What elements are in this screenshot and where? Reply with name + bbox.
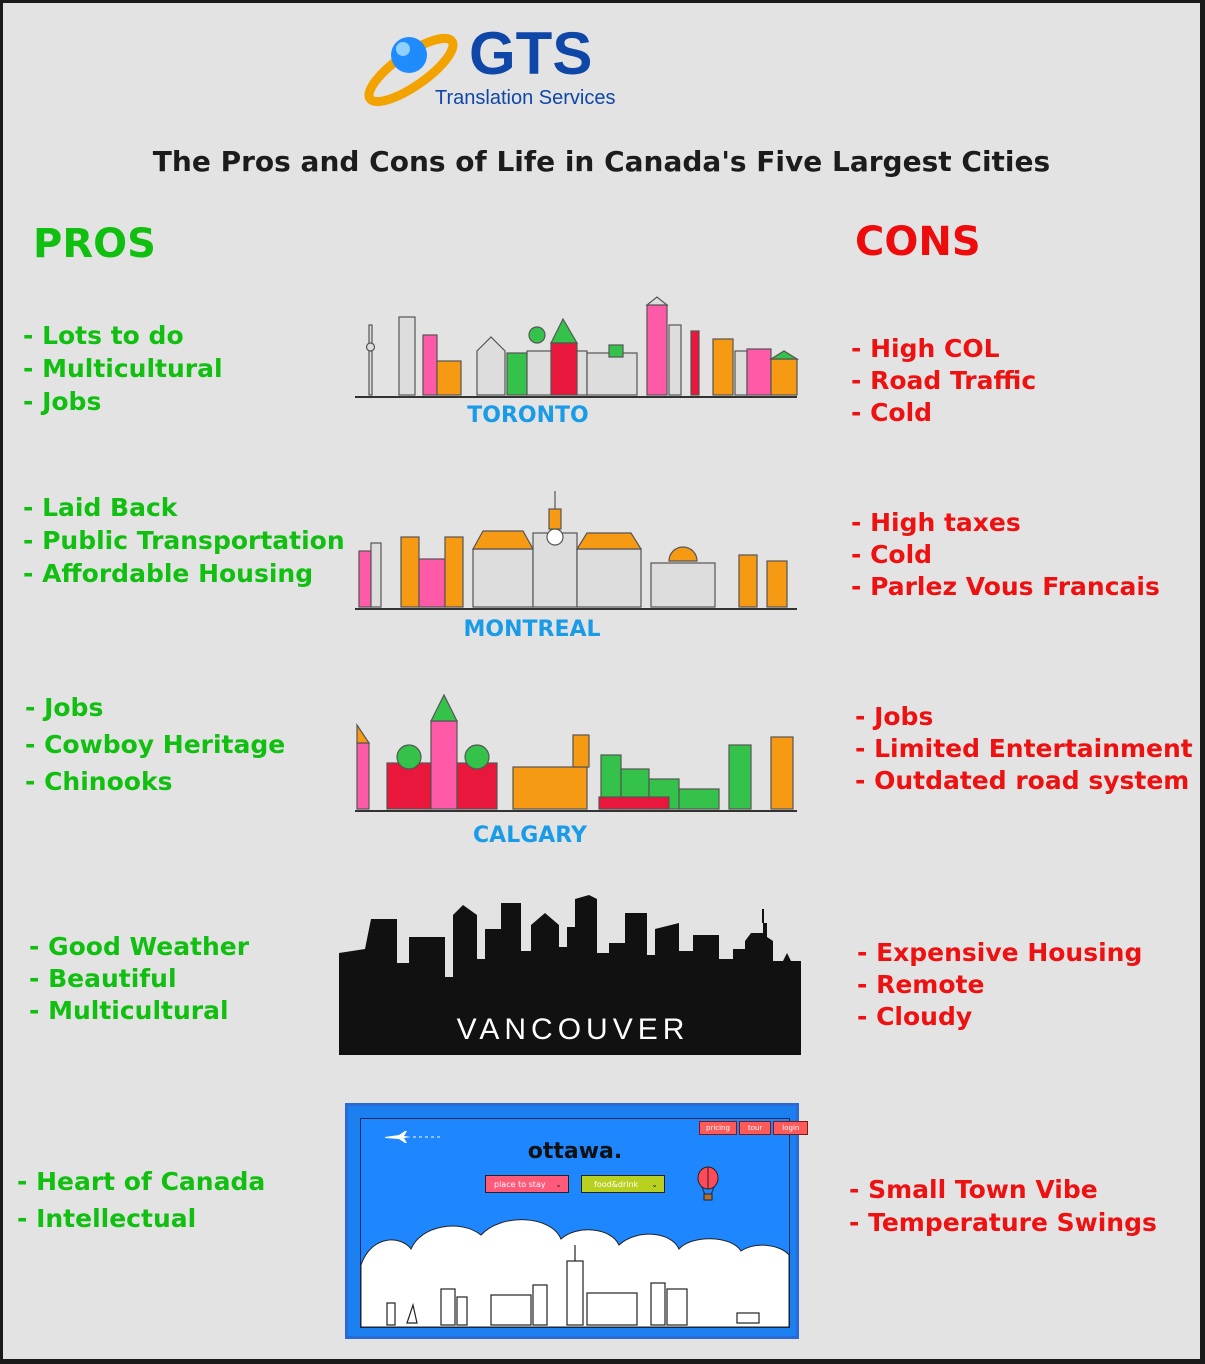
montreal-cons	[851, 507, 1160, 603]
city-label-calgary: CALGARY	[473, 823, 587, 848]
list-item: - Jobs	[25, 693, 104, 722]
place-to-stay-select[interactable]	[485, 1175, 569, 1193]
list-item: - Parlez Vous Francais	[851, 572, 1160, 601]
ottawa-nav	[699, 1121, 808, 1135]
list-item: - Cloudy	[857, 1002, 973, 1031]
montreal-skyline	[351, 487, 801, 611]
calgary-cons	[855, 701, 1193, 797]
toronto-pros	[23, 319, 223, 418]
city-label-montreal: MONTREAL	[463, 617, 601, 642]
list-item: - Laid Back	[23, 493, 178, 522]
logo-tagline: Translation Services	[435, 87, 616, 109]
toronto-skyline	[351, 295, 801, 399]
city-label-toronto: TORONTO	[467, 403, 589, 428]
pros-header: PROS	[33, 221, 156, 267]
list-item: - Expensive Housing	[857, 938, 1143, 967]
ottawa-clouds-skyline	[361, 1205, 789, 1327]
list-item: - Cold	[851, 398, 933, 427]
toronto-cons	[851, 333, 1036, 429]
list-item: - Good Weather	[29, 932, 250, 961]
nav-login[interactable]: login	[773, 1121, 808, 1135]
montreal-pros	[23, 491, 345, 590]
vancouver-cons	[857, 937, 1142, 1033]
calgary-pros	[25, 689, 285, 800]
list-item: - Multicultural	[29, 996, 229, 1025]
chevron-down-icon: ⌄	[651, 1180, 658, 1189]
list-item: - Jobs	[855, 702, 934, 731]
list-item: - Lots to do	[23, 321, 184, 350]
nav-pricing[interactable]: pricing	[699, 1121, 737, 1135]
list-item: - Beautiful	[29, 964, 177, 993]
list-item: - Cold	[851, 540, 933, 569]
list-item: - Public Transportation	[23, 526, 345, 555]
calgary-skyline	[351, 689, 801, 813]
list-item: - Cowboy Heritage	[25, 730, 286, 759]
city-label-vancouver: VANCOUVER	[456, 1013, 690, 1046]
list-item: - Small Town Vibe	[849, 1175, 1098, 1204]
list-item: - Multicultural	[23, 354, 223, 383]
list-item: - Jobs	[23, 387, 102, 416]
page-title: The Pros and Cons of Life in Canada's Five Largest Cities	[152, 145, 1051, 178]
gts-logo	[371, 20, 691, 117]
list-item: - Heart of Canada	[17, 1167, 266, 1196]
list-item: - Temperature Swings	[849, 1208, 1157, 1237]
list-item: - Limited Entertainment	[855, 734, 1193, 763]
select-label: food&drink	[594, 1180, 639, 1189]
cons-header: CONS	[855, 219, 981, 265]
logo-brand: GTS	[469, 20, 593, 87]
list-item: - High COL	[851, 334, 1000, 363]
hot-air-balloon-icon	[697, 1167, 719, 1201]
ottawa-cons	[849, 1173, 1157, 1239]
list-item: - Remote	[857, 970, 985, 999]
food-drink-select[interactable]	[581, 1175, 665, 1193]
list-item: - Outdated road system	[855, 766, 1190, 795]
list-item: - High taxes	[851, 508, 1021, 537]
ottawa-screen	[360, 1118, 800, 1328]
nav-tour[interactable]: tour	[739, 1121, 771, 1135]
select-label: place to stay	[494, 1180, 546, 1189]
chevron-down-icon: ⌄	[555, 1180, 562, 1189]
ottawa-pros	[17, 1163, 265, 1237]
list-item: - Intellectual	[17, 1204, 197, 1233]
list-item: - Chinooks	[25, 767, 173, 796]
infographic	[3, 3, 1200, 1359]
ottawa-card	[345, 1103, 799, 1339]
list-item: - Road Traffic	[851, 366, 1037, 395]
list-item: - Affordable Housing	[23, 559, 314, 588]
ottawa-title: ottawa.	[527, 1139, 623, 1164]
vancouver-pros	[29, 931, 249, 1027]
